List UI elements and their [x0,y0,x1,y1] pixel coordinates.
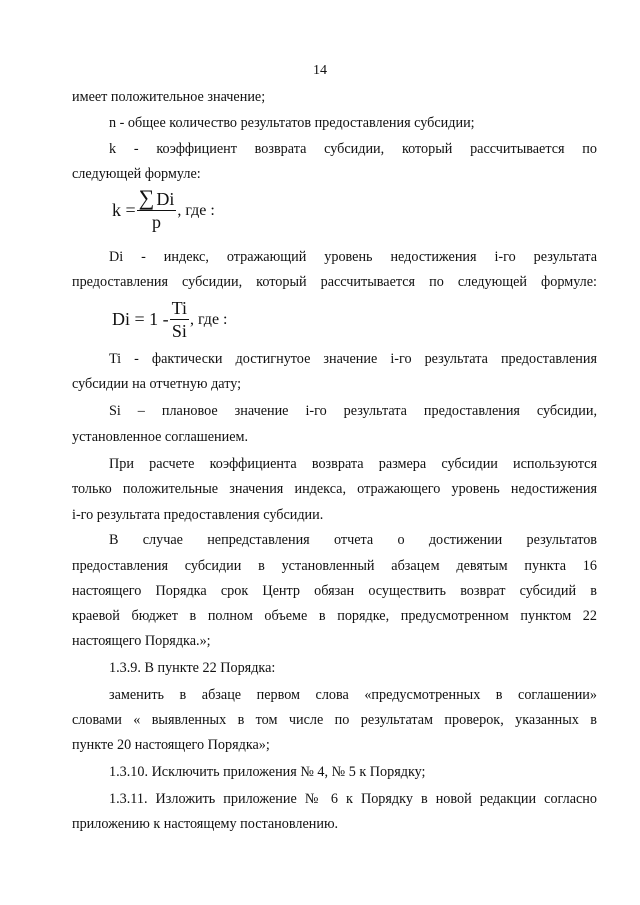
text-line: В случае непредставления отчета о достижении результатов [109,532,597,548]
text-line: Di - индекс, отражающий уровень недостижения i-го результата [109,249,597,265]
text-line: Ti - фактически достигнутое значение i-го результата предоставления [109,351,597,367]
text-line: Si – плановое значение i-го результата предоставления субсидии, [109,403,597,419]
text-line: предоставления субсидии, который рассчитывается по следующей формуле: [72,274,597,290]
formula-di-denominator: Si [171,321,187,341]
formula-k [112,185,215,232]
text-line: 1.3.10. Исключить приложения № 4, № 5 к Порядку; [109,764,426,780]
page-number: 14 [313,63,327,78]
text-line: настоящего Порядка срок Центр обязан осуществить возврат субсидий в [72,583,597,599]
text-line: n - общее количество результатов предоставления субсидии; [109,115,475,131]
text-line: настоящего Порядка.»; [72,633,211,649]
text-line: i-го результата предоставления субсидии. [72,507,324,523]
text-line: предоставления субсидии в установленный абзацем девятым пункта 16 [72,558,597,574]
formula-k-lhs: k = [112,200,136,220]
formula-k-fraction [137,185,177,232]
text-line: словами « выявленных в том числе по результатам проверок, указанных в [72,712,597,728]
formula-k-numerator: ∑ Di [138,185,175,210]
text-line: приложению к настоящему постановлению. [72,816,339,832]
formula-di-suffix: , где : [190,310,228,328]
text-line: только положительные значения индекса, отражающего уровень недостижения [72,481,597,497]
text-line: имеет положительное значение; [72,89,266,105]
text-line: пункте 20 настоящего Порядка»; [72,737,270,753]
formula-di-lhs: Di = 1 - [112,309,169,329]
text-line: k - коэффициент возврата субсидии, который рассчитывается по [109,141,597,157]
formula-k-denominator: p [152,212,161,232]
formula-k-suffix: , где : [177,201,215,219]
text-line: 1.3.9. В пункте 22 Порядка: [109,660,276,676]
text-line: 1.3.11. Изложить приложение № 6 к Порядку в новой редакции согласно [109,791,597,807]
text-line: При расчете коэффициента возврата размера субсидии используются [109,456,597,472]
text-line: субсидии на отчетную дату; [72,376,242,392]
formula-di-numerator: Ti [171,298,188,318]
text-line: заменить в абзаце первом слова «предусмотренных в соглашении» [109,687,597,703]
formula-di [112,298,227,341]
text-line: установленное соглашением. [72,429,249,445]
text-line: краевой бюджет в полном объеме в порядке, предусмотренном пунктом 22 [72,608,597,624]
formula-di-fraction [170,298,189,341]
sigma-symbol: ∑ [138,185,155,210]
text-line: следующей формуле: [72,166,201,182]
